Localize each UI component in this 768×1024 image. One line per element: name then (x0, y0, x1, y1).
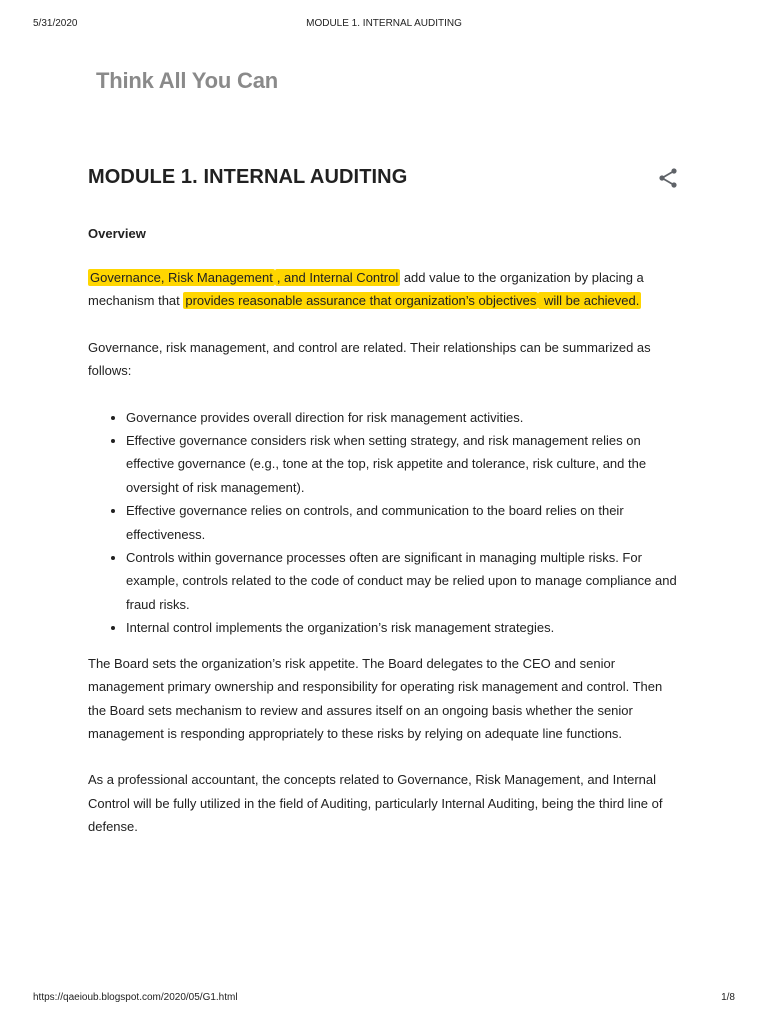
list-item: • Effective governance relies on controls, and communication to the board relies on their effectiveness. (126, 499, 680, 546)
list-item: • Effective governance considers risk when setting strategy, and risk management relies on effective governance (e.g., tone at the top, risk appetite and tolerance, risk culture, and the oversight of risk management). (126, 429, 680, 499)
print-page-number: 1/8 (721, 992, 735, 1003)
intro-text: add value to the organization by placing a mechanism that (88, 270, 644, 309)
post-title: MODULE 1. INTERNAL AUDITING (88, 166, 408, 188)
list-item: • Governance provides overall direction for risk management activities. (126, 406, 680, 429)
highlight-governance-risk: Governance, Risk Management (90, 270, 273, 285)
blog-title-link[interactable]: Think All You Can (96, 68, 278, 93)
highlight-will-be-achieved: will be achieved. (540, 293, 640, 309)
highlight-internal-control: , and Internal Control (276, 270, 399, 285)
overview-heading: Overview (88, 226, 146, 241)
print-header (0, 18, 768, 32)
print-title: MODULE 1. INTERNAL AUDITING (306, 18, 462, 29)
list-item: • Controls within governance processes often are significant in managing multiple risks. For example, controls related to the code of conduct may be relied upon to manage compliance and fraud risks. (126, 546, 680, 616)
intro-paragraph (88, 266, 680, 313)
share-icon[interactable] (656, 166, 680, 190)
print-date: 5/31/2020 (33, 18, 78, 29)
board-paragraph: The Board sets the organization’s risk appetite. The Board delegates to the CEO and senior management primary ownership and responsibility for operating risk management and control. Then the Board sets mechanism to review and assures itself on an ongoing basis whether the senior management is responding appropriately to these risks by relying on adequate line functions. (88, 655, 663, 741)
relationships-list (88, 406, 680, 640)
print-url: https://qaeioub.blogspot.com/2020/05/G1.html (33, 992, 238, 1003)
highlight-reasonable-assurance: provides reasonable assurance that organization’s objectives (185, 293, 537, 309)
list-item: • Internal control implements the organization’s risk management strategies. (126, 616, 680, 639)
post-body (88, 224, 680, 862)
accountant-paragraph: As a professional accountant, the concepts related to Governance, Risk Management, and Internal Control will be fully utilized in the field of Auditing, particularly Internal Auditing, being the third line of defense. (88, 772, 663, 835)
relationships-paragraph: Governance, risk management, and control are related. Their relationships can be summarized as follows: (88, 339, 651, 379)
